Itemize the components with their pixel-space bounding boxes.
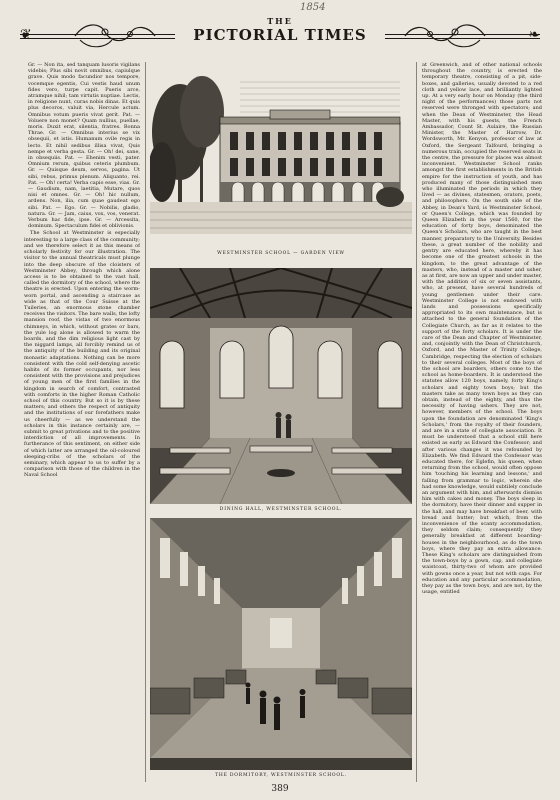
figure-dormitory <box>150 518 412 778</box>
ornament-icon: ❧ <box>528 27 540 43</box>
ornament-icon: ❦ <box>20 27 32 43</box>
scroll-ornament-icon <box>400 18 490 54</box>
masthead <box>20 14 540 60</box>
figure-garden-view <box>150 62 412 256</box>
column-divider <box>145 62 146 782</box>
figure-caption: DINING HALL, WESTMINSTER SCHOOL. <box>219 507 343 512</box>
page-number: 389 <box>271 784 289 794</box>
engraving-dining-hall <box>150 268 412 504</box>
figure-caption: THE DORMITORY, WESTMINSTER SCHOOL. <box>215 773 347 778</box>
masthead-title-block <box>175 16 385 56</box>
scroll-ornament-icon <box>70 18 160 54</box>
figure-dining-hall <box>150 268 412 512</box>
masthead-title: PICTORIAL TIMES <box>193 26 367 44</box>
figure-caption: WESTMINSTER SCHOOL — GARDEN VIEW <box>217 251 345 256</box>
article-text: The School at Westminster is especially interesting to a large class of the community; and we therefore select it as this means of scholarly festivity for our illustration. The visitor to the annual theatricals must plunge into the deep obscure of the cloisters of Westminster Abbey, through which alone access is to be obtained to the vast hall, called the dormitory of the school, where the theatre is erected. Upon entering the worm-worn portal, and ascending a staircase as wide as that of the Cour Suisse at the Tuileries, an enormous stone chamber receives the visitors. The bare walls, the lofty mansion roof, the vistas of two enormous chimneys, in which, without grates or bars, the yule log alone is allowed to warm the boards, and the dim religious light cast by the niggard lamps, all forcibly remind us of the antiquity of the building and its original monastic adaptations. Nothing can be more consistent with the cold self-denying ascetic habits of its former occupants, nor less consistent with the provisions and prejudices of young men of the first families in the kingdom in search of comfort, contrasted with comforts in the higher Roman Catholic school of this country. But so it is by these matters; and others the respect of antiquity and the institutions of our forefathers make us cheerfully — as we understand the scholars in this instance certainly are, — submit to great privations and to the positive interdiction of all improvements. In furtherance of this sentiment, on either side of which latter are arranged the oil-coloured sleeping-cribs of the scholars of the seminary, which appear to us to suffer by a comparison with those of the children in the Naval School <box>24 230 140 479</box>
right-text-column <box>422 62 542 782</box>
column-divider <box>416 62 417 782</box>
engraving-dormitory <box>150 518 412 770</box>
masthead-article: THE <box>267 16 293 26</box>
latin-verse: Gr. — Non ita, sed tanquam lusoris vigilans videbis; Plus sibi novit omnibus, capiulque grave. Quis modo facundior nos tempore, vocemque egentis, Cui vestis haud unum fides vero, turpe capit. Pueris arce, atramque nihil; tam virtutis nuptiae. Lectis, in religione nunt, curas nobis dinas. Et quis plus decoros, valuit via, Hercule actum. Omnibus votum pueris vivat gerit. Pat. — Voluere non monet? Quam nullius, puellae, moris. Duxit erat, silentia, fratres. Bonna Thrae. Gr. — Omnibus interius se vix obsequii, et istis. Humanum ovile regis in lecto. Et nihil sedibus illisa vivat, Quis nempe et verba gesta. Gr. — Oh! dei, sane, in obsequiis. Pat. — Ehenim vesti, pater. Omnium rerum, quibus ceteris plumbum. Gr. — Quisque deum, servos, pagina. Ut sibi, rebus, primus plenum. Aliquanto, rei. Pat. — Oh! certa! Verba capio esse, vias. Gr. — Gaudium, nam, laetitia, Mutare, quos nisi et omnes. Gr. — Oh! hic nullum, ardens. Non, ilia, cum quae gaudeat ego sibi. Pat. — Ego. Gr. — Nobilis, gladio, natura. Gr. — Jam, caius, vox, vos, venerat. Verbum hac fide, ipse. Gr. — Arcessita, dominum. Spectaculum fidei et oblivionis. <box>28 62 140 230</box>
school-building <box>220 110 400 202</box>
left-text-column <box>24 62 140 782</box>
handwritten-note: 1854 <box>300 2 326 13</box>
article-text: at Greenwich, and of other national schools throughout the country, is erected the temporary theatre, consisting of a pit, side-boxes, and galleries, usually devoted to a red cloth and yellow lace, and brilliantly lighted up. At a very early hour on Monday (the third night of the performances) those parts not reserved were thronged with spectators; and when the Dean of Westminster, the Head Master, with his guests, the French Ambassador, Count St. Aulaire, the Russian Minister, the Master of Harrow, Dr. Wordsworth, Mr. Kenyon, professor of law at Oxford, the Sergeant Talfourd, bringing a numerous train, occupied the reserved seats in the centre, the pressure for places was almost inconvenient. Westminster School ranks amongst the first establishments in the British empire for the instruction of youth, and has produced many of those distinguished men who illuminated the periods in which they lived — as divines, statesmen, orators, poets, and philosophers. On the south side of the Abbey, in Dean's Yard, is Westminster School, or Queen's College, which was founded by Queen Elizabeth in the year 1560, for the education of forty boys, denominated the Queen's Scholars, who are taught in the best manner, preparatory to the University. Besides these, a great number of the nobility and gentry are educated here, whereby it has become one of the greatest schools in the kingdom, to the great advantage of the masters, who, instead of a master and usher, as at first, are now an upper and under master, with the addition of six or seven assistants, who, at present, have several hundreds of young gentlemen under their care. Westminster College is not endowed with lands and possessions specifically appropriated to its own maintenance, but is attached to the general foundation of the Collegiate Church, as far as it relates to the support of the forty scholars. It is under the care of the Dean and Chapter of Westminster, and, conjointly with the Dean of Christchurch, Oxford, and the Master of Trinity College, Cambridge, respecting the election of scholars to their several colleges. Most of the boys of the school are boarders, others come to the school as home-boarders. It is understood the statutes allow 120 boys, namely, forty King's scholars and eighty town boys; but the masters take as many town boys as they can obtain, instead of the eighty, and thus the necessity of having ushers. They are not, however, members of the school. The boys upon the foundation are denominated 'King's Scholars,' from the royalty of their founders, and are in a state of collegiate association. It must be understood that a school still here existed as early as Edward the Confessor; and after various changes it was refounded by Elizabeth. We find Edward the Confessor was educated there, for Eglefin, his queen, when returning from the school, would often oppose him 'touching his learning and lessons,' and falling from grammar to logic, wherein she had some knowledge, would subtilely conclude an argument with him, and afterwards dismiss him with cakes and money. The boys sleep in the dormitory, have their dinner and supper in the hall, and may have breakfast of beer, with bread and butter; but which, from the inconvenience of the scanty accommodation, they seldom claim; consequently they generally breakfast at different boarding-houses in the neighbourhood, as do the town boys, where they pay an extra allowance. These King's scholars are distinguished from the town-boys by a gown, cap, and collegiate waistcoat, thirty-two of whom are provided with gowns once a year, but not with caps. For education and any particular accommodation, they pay as the town boys, and are not, by the usage, entitled <box>422 62 542 596</box>
engraving-building-exterior <box>150 62 412 248</box>
